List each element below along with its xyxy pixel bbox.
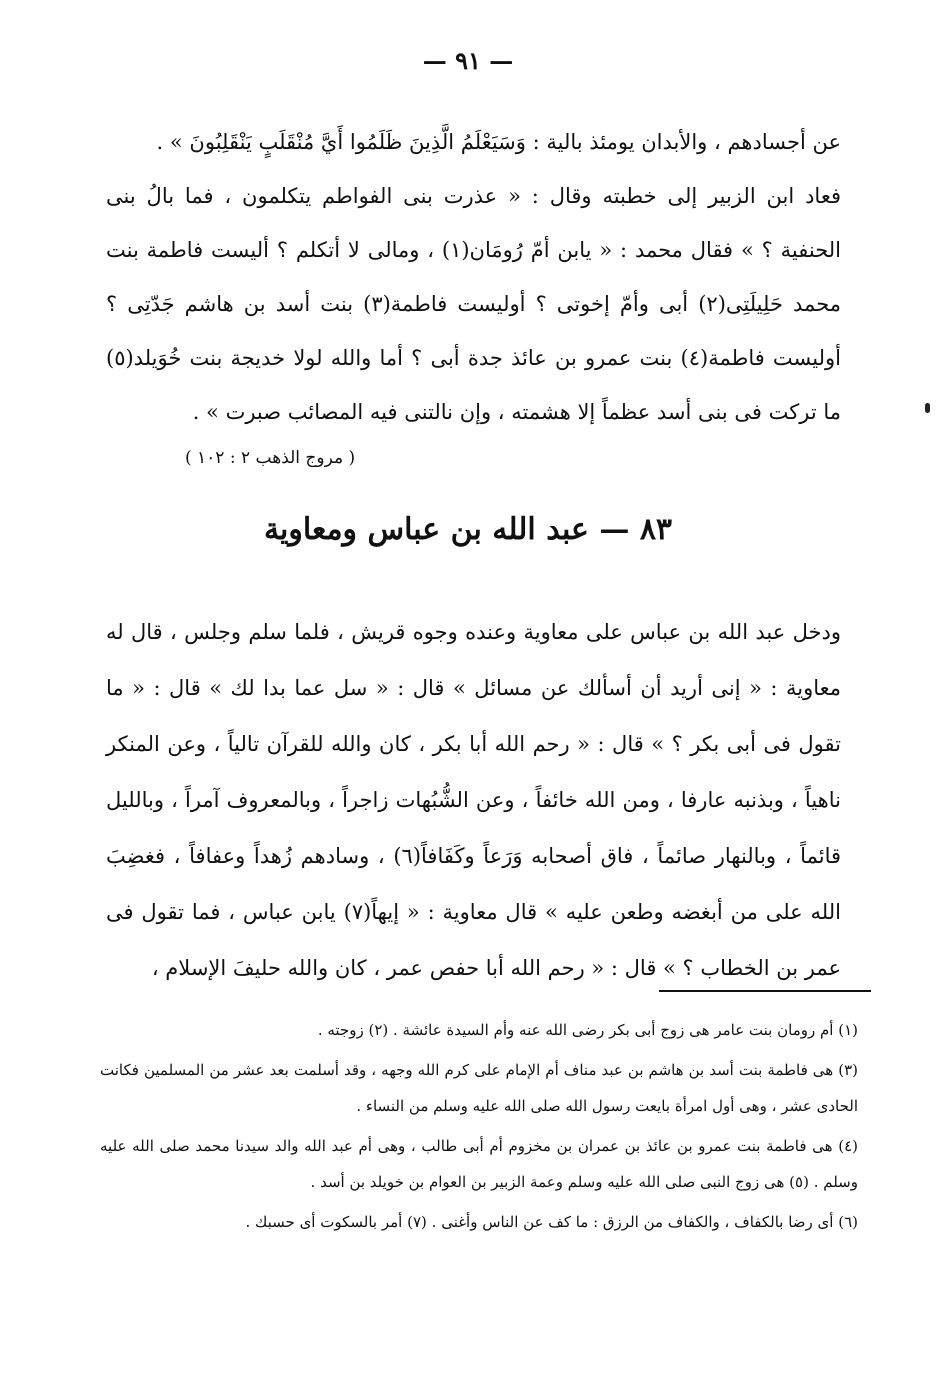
footnote-4: (٦) أى رضا بالكفاف ، والكفاف من الرزق : ما كف عن الناس وأغنى . (٧) أمر بالسكوت أى حسبك .	[245, 1213, 858, 1231]
source-citation: ( مروج الذهب ٢ : ١٠٢ )	[185, 448, 356, 468]
body-text	[106, 115, 841, 439]
body-paragraph-1: عن أجسادهم ، والأبدان يومئذ بالية : وَسَيَعْلَمُ الَّذِينَ ظَلَمُوا أَيَّ مُنْقَلَبٍ يَنْقَلِبُونَ » .	[156, 130, 841, 154]
footnotes	[100, 1012, 858, 1244]
section-text	[106, 604, 841, 996]
section-heading: ٨٣ — عبد الله بن عباس ومعاوية	[263, 512, 673, 547]
footnote-1: (١) أم رومان بنت عامر هى زوج أبى بكر رضى الله عنه وأم السيدة عائشة . (٢) زوجته .	[317, 1021, 858, 1039]
section-paragraph-1: ودخل عبد الله بن عباس على معاوية وعنده وجوه قريش ، فلما سلم وجلس ، قال له معاوية : « إنى أريد أن أسألك عن مسائل » قال : « سل عما بدا لك » قال : « ما تقول فى أبى بكر ؟ » قال : « رحم الله أبا بكر ، كان والله للقرآن تالياً ، وعن المنكر ناهياً ، وبذنبه عارفا ، ومن الله خائفاً ، وعن الشُّبُهات زاجراً ، وبالمعروف آمراً ، وبالليل قائماً ، وبالنهار صائماً ، فاق أصحابه وَرَعاً وكَفَافاً(٦) ، وسادهم زُهداً وعفافاً ، فغضِبَ الله على من أبغضه وطعن عليه » قال معاوية : « إيهاً(٧) يابن عباس ، فما تقول فى عمر بن الخطاب ؟ » قال : « رحم الله أبا حفص عمر ، كان والله حليفَ الإسلام ،	[106, 620, 842, 980]
footnote-2: (٣) هى فاطمة بنت أسد بن هاشم بن عبد مناف أم الإمام على كرم الله وجهه ، وقد أسلمت بعد عشر من المسلمين فكانت الحادى عشر ، وهى أول امرأة بايعت رسول الله صلى الله عليه وسلم من النساء .	[100, 1061, 858, 1115]
page-number: — ٩١ —	[422, 46, 514, 75]
body-paragraph-2: فعاد ابن الزبير إلى خطبته وقال : « عذرت بنى الفواطم يتكلمون ، فما بالُ بنى الحنفية ؟ » فقال محمد : « يابن أمّ رُومَان(١) ، ومالى لا أتكلم ؟ أليست فاطمة بنت محمد حَلِيلَتِى(٢) أبى وأمّ إخوتى ؟ أوليست فاطمة(٣) بنت أسد بن هاشم جَدّتِى ؟ أوليست فاطمة(٤) بنت عمرو بن عائذ جدة أبى ؟ أما والله لولا خديجة بنت خُوَيلد(٥) ما تركت فى بنى أسد عظماً إلا هشمته ، وإن نالتنى فيه المصائب صبرت » .	[106, 184, 842, 424]
footnote-rule	[659, 990, 871, 992]
margin-mark	[925, 403, 930, 413]
footnote-3: (٤) هى فاطمة بنت عمرو بن عائذ بن عمران بن مخزوم أم أبى طالب ، وهى أم عبد الله والد سيدنا محمد صلى الله عليه وسلم . (٥) هى زوج النبى صلى الله عليه وسلم وعمة الزبير بن العوام بن خويلد بن أسد .	[100, 1137, 858, 1191]
